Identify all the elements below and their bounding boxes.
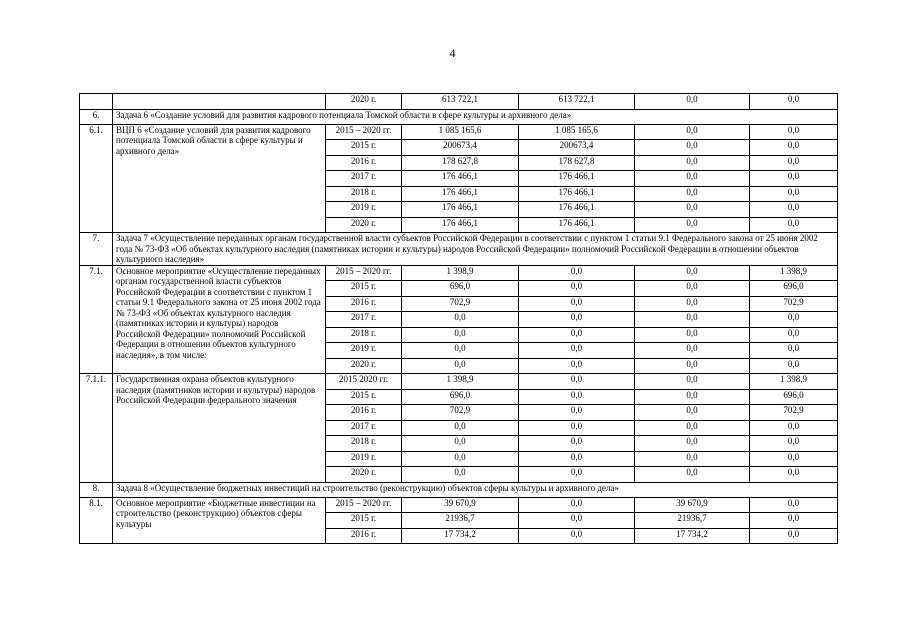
value-cell: 0,0: [635, 281, 750, 297]
table-row: [80, 374, 838, 390]
value-cell: 178 627,8: [519, 155, 635, 171]
value-cell: 0,0: [519, 296, 635, 312]
value-cell: 0,0: [635, 436, 750, 452]
year-cell: 2016 г.: [326, 528, 402, 544]
value-cell: 176 466,1: [402, 202, 519, 218]
item-number-cell: 8.1.: [80, 497, 113, 544]
table-row: [80, 94, 838, 110]
value-cell: 0,0: [519, 436, 635, 452]
value-cell: 0,0: [750, 358, 838, 374]
year-cell: 2020 г.: [326, 217, 402, 233]
table-row: [80, 124, 838, 140]
value-cell: 0,0: [635, 296, 750, 312]
value-cell: 0,0: [635, 155, 750, 171]
value-cell: 0,0: [750, 327, 838, 343]
value-cell: 200673,4: [519, 140, 635, 156]
year-cell: 2016 г.: [326, 405, 402, 421]
value-cell: 0,0: [519, 312, 635, 328]
value-cell: 0,0: [750, 94, 838, 110]
value-cell: 1 085 165,6: [519, 124, 635, 140]
item-number-cell: 7.1.: [80, 265, 113, 374]
year-cell: 2016 г.: [326, 155, 402, 171]
value-cell: 702,9: [402, 405, 519, 421]
value-cell: 696,0: [750, 281, 838, 297]
value-cell: 0,0: [519, 281, 635, 297]
year-cell: 2017 г.: [326, 171, 402, 187]
value-cell: 21936,7: [402, 513, 519, 529]
value-cell: 0,0: [635, 171, 750, 187]
value-cell: 0,0: [635, 451, 750, 467]
value-cell: 0,0: [519, 467, 635, 483]
value-cell: 0,0: [519, 374, 635, 390]
value-cell: 0,0: [635, 389, 750, 405]
value-cell: 613 722,1: [519, 94, 635, 110]
value-cell: 1 398,9: [750, 265, 838, 281]
value-cell: 0,0: [750, 420, 838, 436]
value-cell: 696,0: [402, 281, 519, 297]
value-cell: 17 734,2: [635, 528, 750, 544]
value-cell: 176 466,1: [519, 186, 635, 202]
value-cell: 0,0: [750, 528, 838, 544]
value-cell: 0,0: [750, 140, 838, 156]
value-cell: 0,0: [750, 343, 838, 359]
year-cell: 2020 г.: [326, 94, 402, 110]
item-description-cell: Основное мероприятие «Бюджетные инвестиции на строительство (реконструкцию) объектов сферы культуры: [113, 497, 326, 544]
value-cell: 39 670,9: [402, 497, 519, 513]
value-cell: 0,0: [635, 327, 750, 343]
value-cell: 0,0: [402, 343, 519, 359]
value-cell: 0,0: [635, 217, 750, 233]
value-cell: 200673,4: [402, 140, 519, 156]
value-cell: 0,0: [635, 94, 750, 110]
table-row: [80, 265, 838, 281]
task-row: [80, 109, 838, 124]
item-description-cell: ВЦП 6 «Создание условий для развития кадрового потенциала Томской области в сфере культуры и архивного дела»: [113, 124, 326, 233]
value-cell: 0,0: [519, 389, 635, 405]
value-cell: 0,0: [750, 155, 838, 171]
task-number-cell: 6.: [80, 109, 113, 124]
value-cell: 0,0: [635, 358, 750, 374]
year-cell: 2019 г.: [326, 202, 402, 218]
value-cell: 0,0: [750, 513, 838, 529]
table-body: [80, 94, 838, 544]
year-cell: 2020 г.: [326, 467, 402, 483]
value-cell: 0,0: [635, 405, 750, 421]
year-cell: 2015 – 2020 гг.: [326, 124, 402, 140]
value-cell: 0,0: [750, 217, 838, 233]
value-cell: 613 722,1: [402, 94, 519, 110]
value-cell: 0,0: [402, 312, 519, 328]
task-title-cell: Задача 6 «Создание условий для развития кадрового потенциала Томской области в сфере культуры и архивного дела»: [113, 109, 838, 124]
value-cell: 176 466,1: [402, 186, 519, 202]
value-cell: 0,0: [635, 186, 750, 202]
year-cell: 2019 г.: [326, 343, 402, 359]
year-cell: 2015 2020 гг.: [326, 374, 402, 390]
task-title-cell: Задача 7 «Осуществление переданных органам государственной власти субъектов Российской Федерации в соответствии с пунктом 1 статьи 9.1 Федерального закона от 25 июня 2002 года № 73-ФЗ «Об объектах культурного наследия (памятниках истории и культуры) народов Российской Федерации» полномочий Российской Федерации в отношении объектов культурного наследия»: [113, 233, 838, 266]
value-cell: 1 398,9: [750, 374, 838, 390]
value-cell: 0,0: [402, 436, 519, 452]
task-row: [80, 233, 838, 266]
value-cell: 1 398,9: [402, 374, 519, 390]
year-cell: 2015 – 2020 гг.: [326, 265, 402, 281]
value-cell: 702,9: [750, 405, 838, 421]
year-cell: 2017 г.: [326, 420, 402, 436]
value-cell: 0,0: [635, 312, 750, 328]
value-cell: 0,0: [519, 358, 635, 374]
description-cell: [113, 94, 326, 110]
value-cell: 696,0: [402, 389, 519, 405]
value-cell: 0,0: [402, 358, 519, 374]
year-cell: 2018 г.: [326, 186, 402, 202]
year-cell: 2019 г.: [326, 451, 402, 467]
value-cell: 0,0: [519, 265, 635, 281]
task-number-cell: 8.: [80, 482, 113, 497]
value-cell: 0,0: [635, 202, 750, 218]
value-cell: 0,0: [635, 140, 750, 156]
value-cell: 0,0: [750, 497, 838, 513]
year-cell: 2018 г.: [326, 327, 402, 343]
value-cell: 0,0: [750, 436, 838, 452]
value-cell: 0,0: [635, 467, 750, 483]
value-cell: 17 734,2: [402, 528, 519, 544]
value-cell: 0,0: [519, 405, 635, 421]
value-cell: 176 466,1: [519, 202, 635, 218]
value-cell: 176 466,1: [519, 217, 635, 233]
task-number-cell: 7.: [80, 233, 113, 266]
value-cell: 0,0: [750, 451, 838, 467]
value-cell: 1 398,9: [402, 265, 519, 281]
item-number-cell: 7.1.1.: [80, 374, 113, 483]
value-cell: 0,0: [750, 312, 838, 328]
year-cell: 2017 г.: [326, 312, 402, 328]
year-cell: 2015 г.: [326, 389, 402, 405]
value-cell: 0,0: [750, 186, 838, 202]
value-cell: 176 466,1: [402, 217, 519, 233]
value-cell: 178 627,8: [402, 155, 519, 171]
value-cell: 702,9: [750, 296, 838, 312]
value-cell: 21936,7: [635, 513, 750, 529]
year-cell: 2015 г.: [326, 513, 402, 529]
year-cell: 2020 г.: [326, 358, 402, 374]
value-cell: 39 670,9: [635, 497, 750, 513]
value-cell: 0,0: [750, 467, 838, 483]
value-cell: 0,0: [635, 374, 750, 390]
year-cell: 2015 г.: [326, 140, 402, 156]
value-cell: 0,0: [635, 265, 750, 281]
value-cell: 0,0: [635, 124, 750, 140]
item-number-cell: 6.1.: [80, 124, 113, 233]
value-cell: 0,0: [402, 451, 519, 467]
year-cell: 2018 г.: [326, 436, 402, 452]
year-cell: 2016 г.: [326, 296, 402, 312]
value-cell: 0,0: [519, 343, 635, 359]
year-cell: 2015 г.: [326, 281, 402, 297]
value-cell: 1 085 165,6: [402, 124, 519, 140]
table-row: [80, 497, 838, 513]
value-cell: 0,0: [519, 513, 635, 529]
value-cell: 0,0: [750, 171, 838, 187]
value-cell: 696,0: [750, 389, 838, 405]
task-row: [80, 482, 838, 497]
item-description-cell: Государственная охрана объектов культурного наследия (памятников истории и культуры) народов Российской Федерации федерального значения: [113, 374, 326, 483]
budget-table: [79, 93, 838, 544]
value-cell: 0,0: [519, 327, 635, 343]
value-cell: 176 466,1: [519, 171, 635, 187]
value-cell: 0,0: [635, 343, 750, 359]
value-cell: 0,0: [519, 420, 635, 436]
item-description-cell: Основное мероприятие «Осуществление переданных органам государственной власти субъектов Российской Федерации в соответствии с пунктом 1 статьи 9.1 Федерального закона от 25 июня 2002 года № 73-ФЗ «Об объектах культурного наследия (памятниках истории и культуры) народов Российской Федерации» полномочий Российской Федерации в отношении объектов культурного наследия», в том числе:: [113, 265, 326, 374]
number-cell: [80, 94, 113, 110]
value-cell: 176 466,1: [402, 171, 519, 187]
value-cell: 0,0: [519, 497, 635, 513]
page-number: 4: [449, 46, 456, 60]
value-cell: 0,0: [519, 528, 635, 544]
value-cell: 0,0: [402, 467, 519, 483]
value-cell: 0,0: [750, 202, 838, 218]
value-cell: 0,0: [519, 451, 635, 467]
value-cell: 702,9: [402, 296, 519, 312]
value-cell: 0,0: [750, 124, 838, 140]
value-cell: 0,0: [402, 420, 519, 436]
task-title-cell: Задача 8 «Осуществление бюджетных инвестиций на строительство (реконструкцию) объектов сферы культуры и архивного дела»: [113, 482, 838, 497]
value-cell: 0,0: [635, 420, 750, 436]
year-cell: 2015 – 2020 гг.: [326, 497, 402, 513]
value-cell: 0,0: [402, 327, 519, 343]
